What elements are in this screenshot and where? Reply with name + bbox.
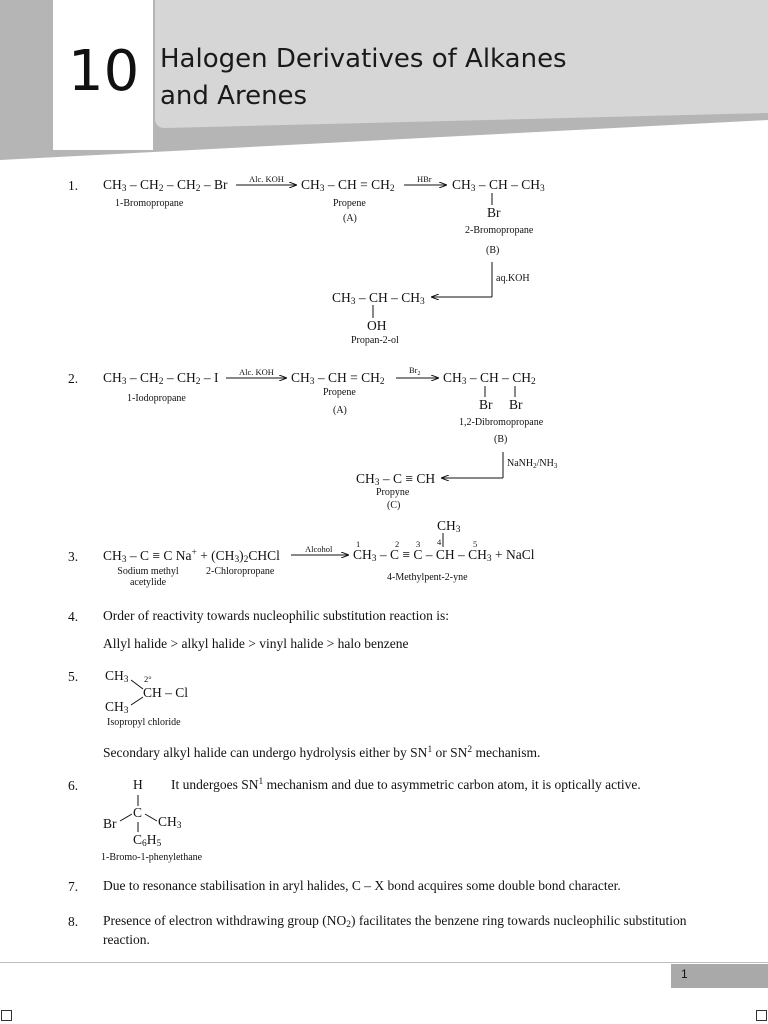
q4-line1: Order of reactivity towards nucleophilic substitution reaction is: <box>103 608 450 623</box>
q3-reactants: $CH_3 - C \equiv C$ $Na^+ + (CH_3)_2CHCl$ <box>103 548 280 565</box>
chapter-number: 10 <box>68 39 140 104</box>
q1-arrow3-label: aq.KOH <box>496 273 530 284</box>
q3-number: 3. <box>68 549 79 564</box>
q2-reactant-name: 1-Iodopropane <box>127 393 186 404</box>
q5-bottom-group: $CH_3$ <box>105 699 129 716</box>
q1-product-b-substituent: Br <box>487 205 501 220</box>
q1-reactant-name: 1-Bromopropane <box>115 198 184 209</box>
q2-product-a-label: (A) <box>333 405 347 416</box>
q1-arrow1-label: Alc. KOH <box>249 174 284 184</box>
q3-arrow-label: Alcohol <box>305 544 333 554</box>
q8-line2: reaction. <box>103 932 150 947</box>
chapter-title-line2: and Arenes <box>160 81 308 111</box>
page-number: 1 <box>681 967 688 981</box>
q5-bond-bottom <box>131 697 143 705</box>
q6-ch3: $CH_3$ <box>158 814 182 831</box>
q6-c: C <box>133 805 143 820</box>
q1-product-c-substituent: OH <box>367 318 387 333</box>
chapter-title-line1: Halogen Derivatives of Alkanes <box>160 44 567 74</box>
q5-top-group: $CH_3$ <box>105 668 129 685</box>
q4-line2: Allyl halide > alkyl halide > vinyl halide > halo benzene <box>103 636 409 651</box>
q6-br: Br <box>103 816 117 831</box>
q3-branch: $CH_3$ <box>437 518 461 535</box>
q3-reactant2-name: 2-Chloropropane <box>206 566 275 577</box>
corner-mark-right <box>756 1010 767 1021</box>
q3-locant-5: 5 <box>473 539 478 549</box>
q5-name: Isopropyl chloride <box>107 717 181 728</box>
q2-reactant: $CH_3 - CH_2 - CH_2$ – I <box>103 370 219 387</box>
q6-c6h5: $C_6H_5$ <box>133 832 162 849</box>
q1-product-b: $CH_3$ – CH – $CH_3$ <box>452 177 545 194</box>
q1-product-a: $CH_3$ – CH = $CH_2$ <box>301 177 395 194</box>
q2-product-b-substituent1: Br <box>479 397 493 412</box>
q5-text: Secondary alkyl halide can undergo hydrolysis either by $SN^1$ or $SN^2$ mechanism. <box>103 745 541 760</box>
footer-rule <box>0 962 768 963</box>
q4-number: 4. <box>68 609 79 624</box>
q1-arrow2-label: HBr <box>417 174 432 184</box>
q5-bond-top <box>131 680 143 689</box>
q1-product-a-label: (A) <box>343 213 357 224</box>
q2-product-c-name: Propyne <box>376 487 410 498</box>
q8-line1: Presence of electron withdrawing group $(NO_2)$ facilitates the benzene ring towards nucleophilic substitution <box>103 913 687 930</box>
q2-product-b-substituent2: Br <box>509 397 523 412</box>
q3-locant-1: 1 <box>356 539 361 549</box>
q1-reactant: $CH_3 - CH_2 - CH_2$ – Br <box>103 177 228 194</box>
q2-product-c-label: (C) <box>387 500 401 511</box>
q2-product-a-name: Propene <box>323 387 356 398</box>
q5-degree: 2° <box>144 674 152 684</box>
q3-product-name: 4-Methylpent-2-yne <box>387 572 468 583</box>
q2-arrow2-label: $Br_2$ <box>409 365 421 377</box>
q2-product-b-label: (B) <box>494 434 508 445</box>
q1-product-b-label: (B) <box>486 245 500 256</box>
q5-center: CH – Cl <box>143 685 189 700</box>
q3-product: $CH_3 - C \equiv C$ – CH – $CH_3$ + NaCl <box>353 547 535 564</box>
q2-product-c: $CH_3$ – C ≡ CH <box>356 471 436 488</box>
q3-locant-2: 2 <box>395 539 400 549</box>
q3-locant-3: 3 <box>416 539 421 549</box>
q6-h: H <box>133 777 143 792</box>
q6-text: It undergoes $SN^1$ mechanism and due to asymmetric carbon atom, it is optically active. <box>171 777 641 792</box>
chapter-title <box>160 41 567 115</box>
q6-bond-ch3 <box>145 814 157 821</box>
q6-name: 1-Bromo-1-phenylethane <box>101 852 203 863</box>
q2-number: 2. <box>68 371 79 386</box>
q1-product-a-name: Propene <box>333 198 366 209</box>
q3-reactant1-name-line2: acetylide <box>129 577 167 588</box>
q3-reactant1-name <box>113 566 183 588</box>
q1-product-b-name: 2-Bromopropane <box>465 225 534 236</box>
q8-number: 8. <box>68 914 79 929</box>
q2-arrow1-label: Alc. KOH <box>239 367 274 377</box>
q1-product-c-name: Propan-2-ol <box>351 335 399 346</box>
q1-product-c: $CH_3$ – CH – $CH_3$ <box>332 290 425 307</box>
q2-product-a: $CH_3$ – CH = $CH_2$ <box>291 370 385 387</box>
q5-number: 5. <box>68 669 79 684</box>
q7-text: Due to resonance stabilisation in aryl halides, C – X bond acquires some double bond character. <box>103 878 621 893</box>
q6-bond-br <box>120 814 132 821</box>
q1-number: 1. <box>68 178 79 193</box>
q2-product-b: $CH_3$ – CH – $CH_2$ <box>443 370 536 387</box>
q3-reactant1-name-line1: Sodium methyl <box>117 566 179 577</box>
corner-mark-left <box>1 1010 12 1021</box>
q3-locant-4: 4 <box>437 537 442 547</box>
q7-number: 7. <box>68 879 79 894</box>
q2-arrow3-label: $NaNH_2/NH_3$ <box>507 458 558 470</box>
q2-product-b-name: 1,2-Dibromopropane <box>459 417 544 428</box>
q6-number: 6. <box>68 778 79 793</box>
